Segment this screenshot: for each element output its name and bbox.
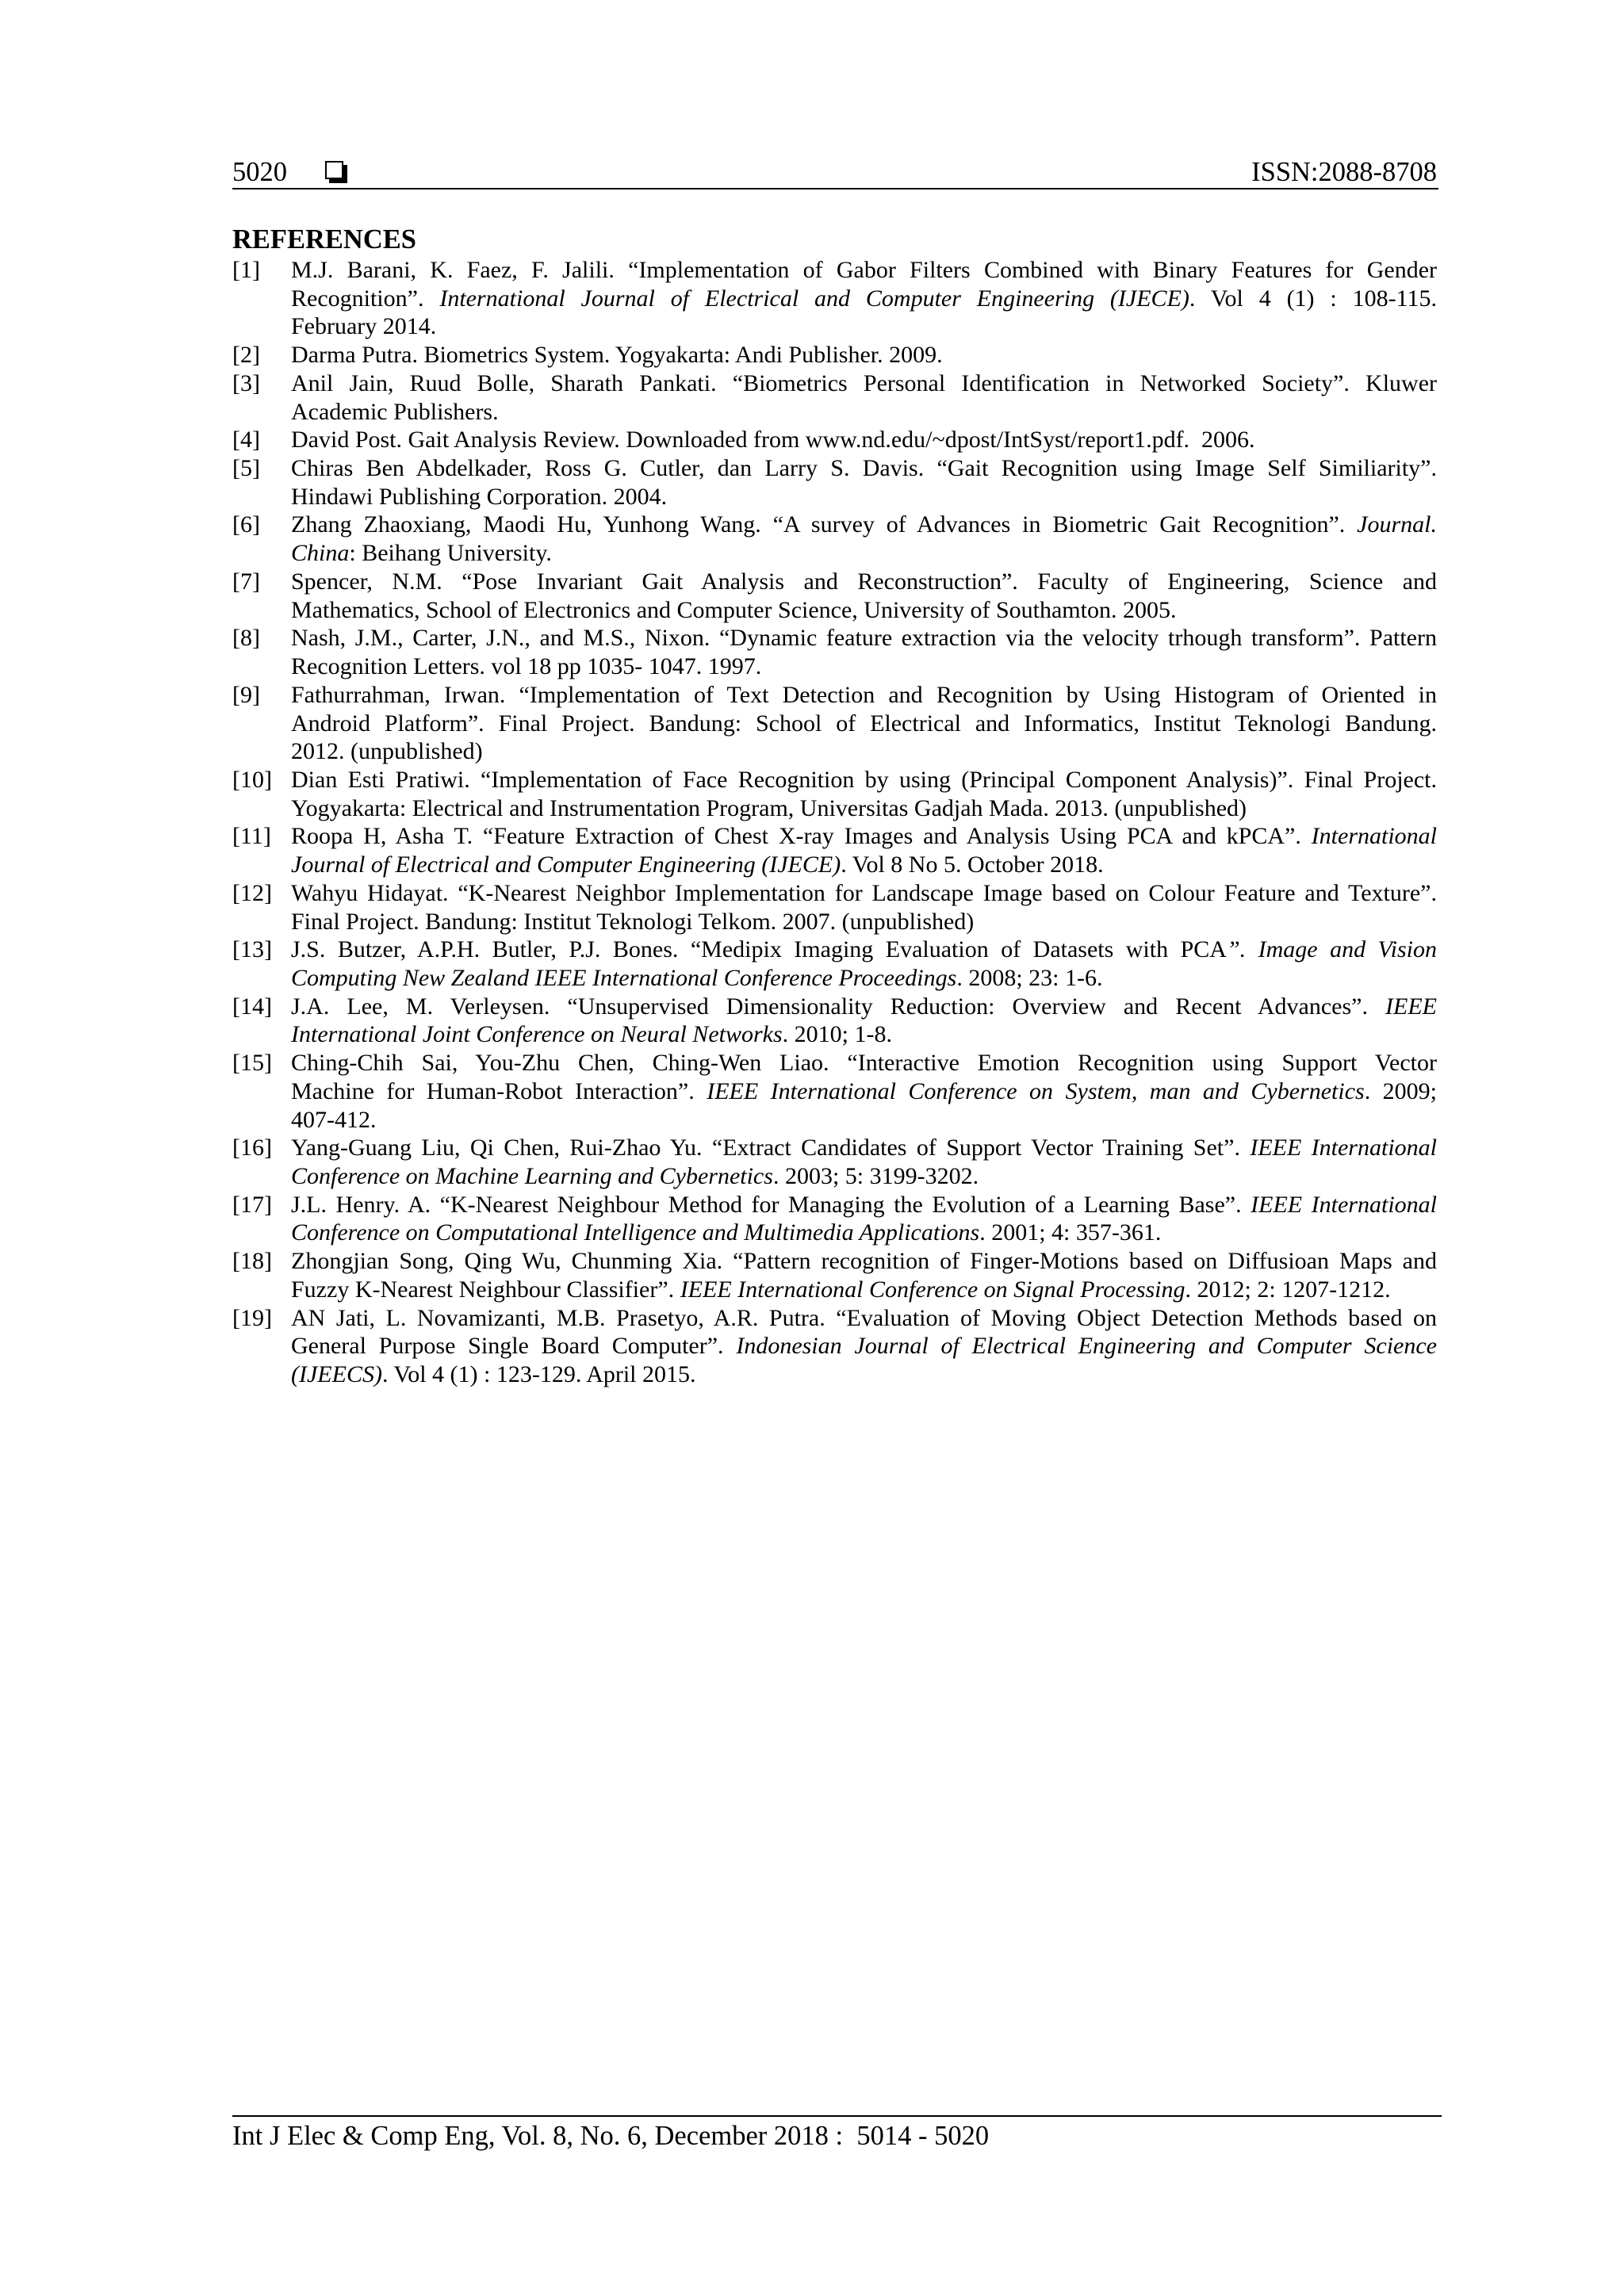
reference-item: [232, 1134, 1437, 1190]
reference-text: 407-412.: [291, 1106, 377, 1133]
reference-line: [291, 993, 1437, 1021]
reference-text: : Beihang University.: [349, 540, 552, 567]
header-divider: [232, 188, 1438, 189]
reference-item: [232, 681, 1437, 766]
reference-line: [291, 1360, 1437, 1389]
reference-text: Roopa H, Asha T. “Feature Extraction of Chest X-ray Images and Analysis Using PCA and kPCA”.: [291, 823, 1312, 850]
reference-number: [19]: [232, 1304, 272, 1331]
reference-italic-text: Computing New Zealand IEEE International Conference Proceedings: [291, 964, 957, 991]
reference-text: Hindawi Publishing Corporation. 2004.: [291, 483, 668, 510]
reference-italic-text: China: [291, 540, 350, 567]
reference-text: . 2012; 2: 1207-1212.: [1185, 1276, 1391, 1303]
reference-line: [291, 341, 1437, 369]
reference-text: . 2009;: [1364, 1077, 1437, 1104]
reference-number: [1]: [232, 257, 260, 283]
reference-item: [232, 624, 1437, 680]
reference-number: [7]: [232, 568, 260, 595]
reference-text: J.A. Lee, M. Verleysen. “Unsupervised Dimensionality Reduction: Overview and Recent Advances”.: [291, 993, 1386, 1020]
reference-number: [9]: [232, 681, 260, 708]
reference-line: [291, 369, 1437, 398]
reference-number: [15]: [232, 1050, 272, 1077]
reference-italic-text: IEEE: [1385, 993, 1437, 1020]
reference-text: Yogyakarta: Electrical and Instrumentation Program, Universitas Gadjah Mada. 2013. (unpublished): [291, 794, 1247, 821]
reference-text: Anil Jain, Ruud Bolle, Sharath Pankati. “Biometrics Personal Identification in Networked Society”. Kluwer: [291, 369, 1437, 396]
reference-line: [291, 652, 1437, 681]
reference-italic-text: IEEE International Conference on System, man and Cybernetics: [707, 1077, 1365, 1104]
reference-line: [291, 256, 1437, 285]
reference-text: 2012. (unpublished): [291, 738, 483, 765]
reference-text: Recognition Letters. vol 18 pp 1035- 1047. 1997.: [291, 653, 762, 680]
reference-text: . Vol 4 (1) : 123-129. April 2015.: [381, 1361, 696, 1388]
reference-number: [16]: [232, 1135, 272, 1161]
reference-line: [291, 1304, 1437, 1333]
reference-item: [232, 766, 1437, 822]
section-heading: REFERENCES: [232, 224, 416, 254]
reference-italic-text: ”. Image and Vision: [1226, 936, 1437, 963]
reference-italic-text: Conference on Machine Learning and Cybernetics: [291, 1163, 773, 1189]
reference-line: [291, 822, 1437, 851]
reference-text: Dian Esti Pratiwi. “Implementation of Face Recognition by using (Principal Component Analysis)”. Final Project.: [291, 766, 1437, 793]
reference-text: Ching-Chih Sai, You-Zhu Chen, Ching-Wen Liao. “Interactive Emotion Recognition using Support Vector: [291, 1050, 1437, 1077]
reference-text: Yang-Guang Liu, Qi Chen, Rui-Zhao Yu. “Extract Candidates of Support Vector Training Set”.: [291, 1135, 1251, 1161]
footer-divider: [232, 2115, 1442, 2117]
reference-text: Zhongjian Song, Qing Wu, Chunming Xia. “Pattern recognition of Finger-Motions based on Diffusioan Maps and: [291, 1248, 1437, 1275]
reference-list: [232, 256, 1437, 1389]
reference-line: [291, 1276, 1437, 1304]
reference-item: [232, 1247, 1437, 1303]
reference-number: [3]: [232, 369, 260, 396]
reference-line: [291, 1247, 1437, 1276]
reference-text: Darma Putra. Biometrics System. Yogyakarta: Andi Publisher. 2009.: [291, 342, 943, 369]
reference-text: Spencer, N.M. “Pose Invariant Gait Analysis and Reconstruction”. Faculty of Engineering, Science and: [291, 568, 1437, 595]
reference-number: [12]: [232, 879, 272, 906]
reference-line: [291, 766, 1437, 794]
running-header: [232, 156, 1437, 188]
reference-italic-text: International Journal of Electrical and Computer Engineering (IJECE): [439, 285, 1189, 312]
reference-text: . 2008; 23: 1-6.: [956, 964, 1103, 991]
reference-text: . Vol 4 (1) : 108-115.: [1189, 285, 1437, 312]
reference-number: [8]: [232, 625, 260, 652]
reference-line: [291, 596, 1437, 625]
reference-italic-text: IEEE International: [1251, 1191, 1437, 1218]
reference-text: J.S. Butzer, A.P.H. Butler, P.J. Bones. “Medipix Imaging Evaluation of Datasets with PCA: [291, 936, 1227, 963]
reference-line: [291, 737, 1437, 766]
reference-line: [291, 1020, 1437, 1049]
reference-italic-text: IEEE International: [1250, 1135, 1437, 1161]
reference-italic-text: Indonesian Journal of Electrical Engineering and Computer Science: [736, 1333, 1437, 1360]
reference-text: Nash, J.M., Carter, J.N., and M.S., Nixon. “Dynamic feature extraction via the velocity trhough transform”. Pattern: [291, 625, 1437, 652]
reference-italic-text: Journal of Electrical and Computer Engineering (IJECE): [291, 851, 841, 878]
reference-text: Machine for Human-Robot Interaction”.: [291, 1077, 707, 1104]
reference-text: Android Platform”. Final Project. Bandung: School of Electrical and Informatics, Institut Teknologi Bandung.: [291, 710, 1437, 737]
reference-item: [232, 1049, 1437, 1134]
reference-number: [4]: [232, 427, 260, 453]
reference-number: [5]: [232, 455, 260, 482]
reference-item: [232, 879, 1437, 936]
reference-line: [291, 1134, 1437, 1162]
reference-number: [17]: [232, 1191, 272, 1218]
reference-text: General Purpose Single Board Computer”.: [291, 1333, 737, 1360]
reference-item: [232, 1304, 1437, 1389]
reference-item: [232, 993, 1437, 1049]
reference-text: Fathurrahman, Irwan. “Implementation of Text Detection and Recognition by Using Histogram of Oriented in: [291, 681, 1437, 708]
reference-italic-text: International Joint Conference on Neural Networks: [291, 1021, 783, 1048]
reference-line: [291, 1332, 1437, 1360]
reference-number: [11]: [232, 823, 271, 850]
reference-item: [232, 822, 1437, 878]
shadowed-square-icon: [325, 161, 343, 179]
reference-line: [291, 879, 1437, 908]
reference-line: [291, 908, 1437, 936]
reference-text: Mathematics, School of Electronics and Computer Science, University of Southamton. 2005.: [291, 596, 1177, 623]
reference-text: Final Project. Bandung: Institut Teknologi Telkom. 2007. (unpublished): [291, 908, 975, 935]
reference-line: [291, 483, 1437, 511]
reference-item: [232, 341, 1437, 369]
reference-text: Zhang Zhaoxiang, Maodi Hu, Yunhong Wang. “A survey of Advances in Biometric Gait Recognition”.: [291, 511, 1358, 538]
reference-line: [291, 794, 1437, 823]
reference-line: [291, 1106, 1437, 1135]
reference-text: . 2003; 5: 3199-3202.: [772, 1163, 979, 1189]
reference-item: [232, 568, 1437, 624]
reference-text: February 2014.: [291, 313, 437, 340]
reference-text: Fuzzy K-Nearest Neighbour Classifier”.: [291, 1276, 680, 1303]
reference-number: [13]: [232, 936, 272, 963]
reference-line: [291, 936, 1437, 964]
reference-number: [10]: [232, 766, 272, 793]
running-footer: Int J Elec & Comp Eng, Vol. 8, No. 6, December 2018 : 5014 - 5020: [232, 2121, 990, 2151]
reference-line: [291, 624, 1437, 652]
reference-line: [291, 1219, 1437, 1247]
reference-text: Chiras Ben Abdelkader, Ross G. Cutler, dan Larry S. Davis. “Gait Recognition using Image Self Similiarity”.: [291, 455, 1437, 482]
reference-line: [291, 710, 1437, 738]
reference-number: [6]: [232, 511, 260, 538]
reference-line: [291, 851, 1437, 879]
reference-line: [291, 1162, 1437, 1191]
reference-line: [291, 426, 1437, 454]
reference-text: AN Jati, L. Novamizanti, M.B. Prasetyo, A.R. Putra. “Evaluation of Moving Object Detection Methods based on: [291, 1304, 1437, 1331]
reference-number: [2]: [232, 342, 260, 369]
reference-line: [291, 539, 1437, 568]
reference-line: [291, 964, 1437, 993]
reference-text: J.L. Henry. A. “K-Nearest Neighbour Method for Managing the Evolution of a Learning Base”.: [291, 1191, 1251, 1218]
issn-label: ISSN:2088-8708: [1251, 157, 1437, 187]
reference-line: [291, 1049, 1437, 1077]
reference-line: [291, 285, 1437, 313]
reference-text: Academic Publishers.: [291, 398, 499, 425]
reference-text: Wahyu Hidayat. “K-Nearest Neighbor Implementation for Landscape Image based on Colour Feature and Texture”.: [291, 879, 1437, 906]
reference-text: . 2010; 1-8.: [782, 1021, 892, 1048]
reference-item: [232, 369, 1437, 426]
reference-number: [14]: [232, 993, 272, 1020]
reference-text: David Post. Gait Analysis Review. Downloaded from www.nd.edu/~dpost/IntSyst/report1.pdf. 2006.: [291, 427, 1255, 453]
reference-line: [291, 398, 1437, 427]
reference-italic-text: (IJEECS): [291, 1361, 382, 1388]
reference-line: [291, 454, 1437, 483]
reference-italic-text: Journal.: [1357, 511, 1437, 538]
reference-item: [232, 256, 1437, 341]
reference-italic-text: IEEE International Conference on Signal Processing: [680, 1276, 1185, 1303]
reference-text: . Vol 8 No 5. October 2018.: [841, 851, 1104, 878]
reference-text: M.J. Barani, K. Faez, F. Jalili. “Implementation of Gabor Filters Combined with Binary Features for Gender: [291, 257, 1437, 283]
reference-line: [291, 568, 1437, 596]
reference-text: . 2001; 4: 357-361.: [979, 1219, 1162, 1246]
reference-italic-text: Conference on Computational Intelligence and Multimedia Applications: [291, 1219, 980, 1246]
reference-line: [291, 681, 1437, 710]
reference-italic-text: International: [1311, 823, 1437, 850]
reference-line: [291, 511, 1437, 539]
reference-text: Recognition”.: [291, 285, 440, 312]
reference-item: [232, 1191, 1437, 1247]
reference-item: [232, 511, 1437, 567]
reference-number: [18]: [232, 1248, 272, 1275]
reference-line: [291, 1191, 1437, 1219]
reference-item: [232, 936, 1437, 992]
reference-item: [232, 426, 1437, 454]
page-number: 5020: [232, 157, 287, 187]
reference-line: [291, 312, 1437, 341]
reference-line: [291, 1077, 1437, 1106]
reference-item: [232, 454, 1437, 511]
